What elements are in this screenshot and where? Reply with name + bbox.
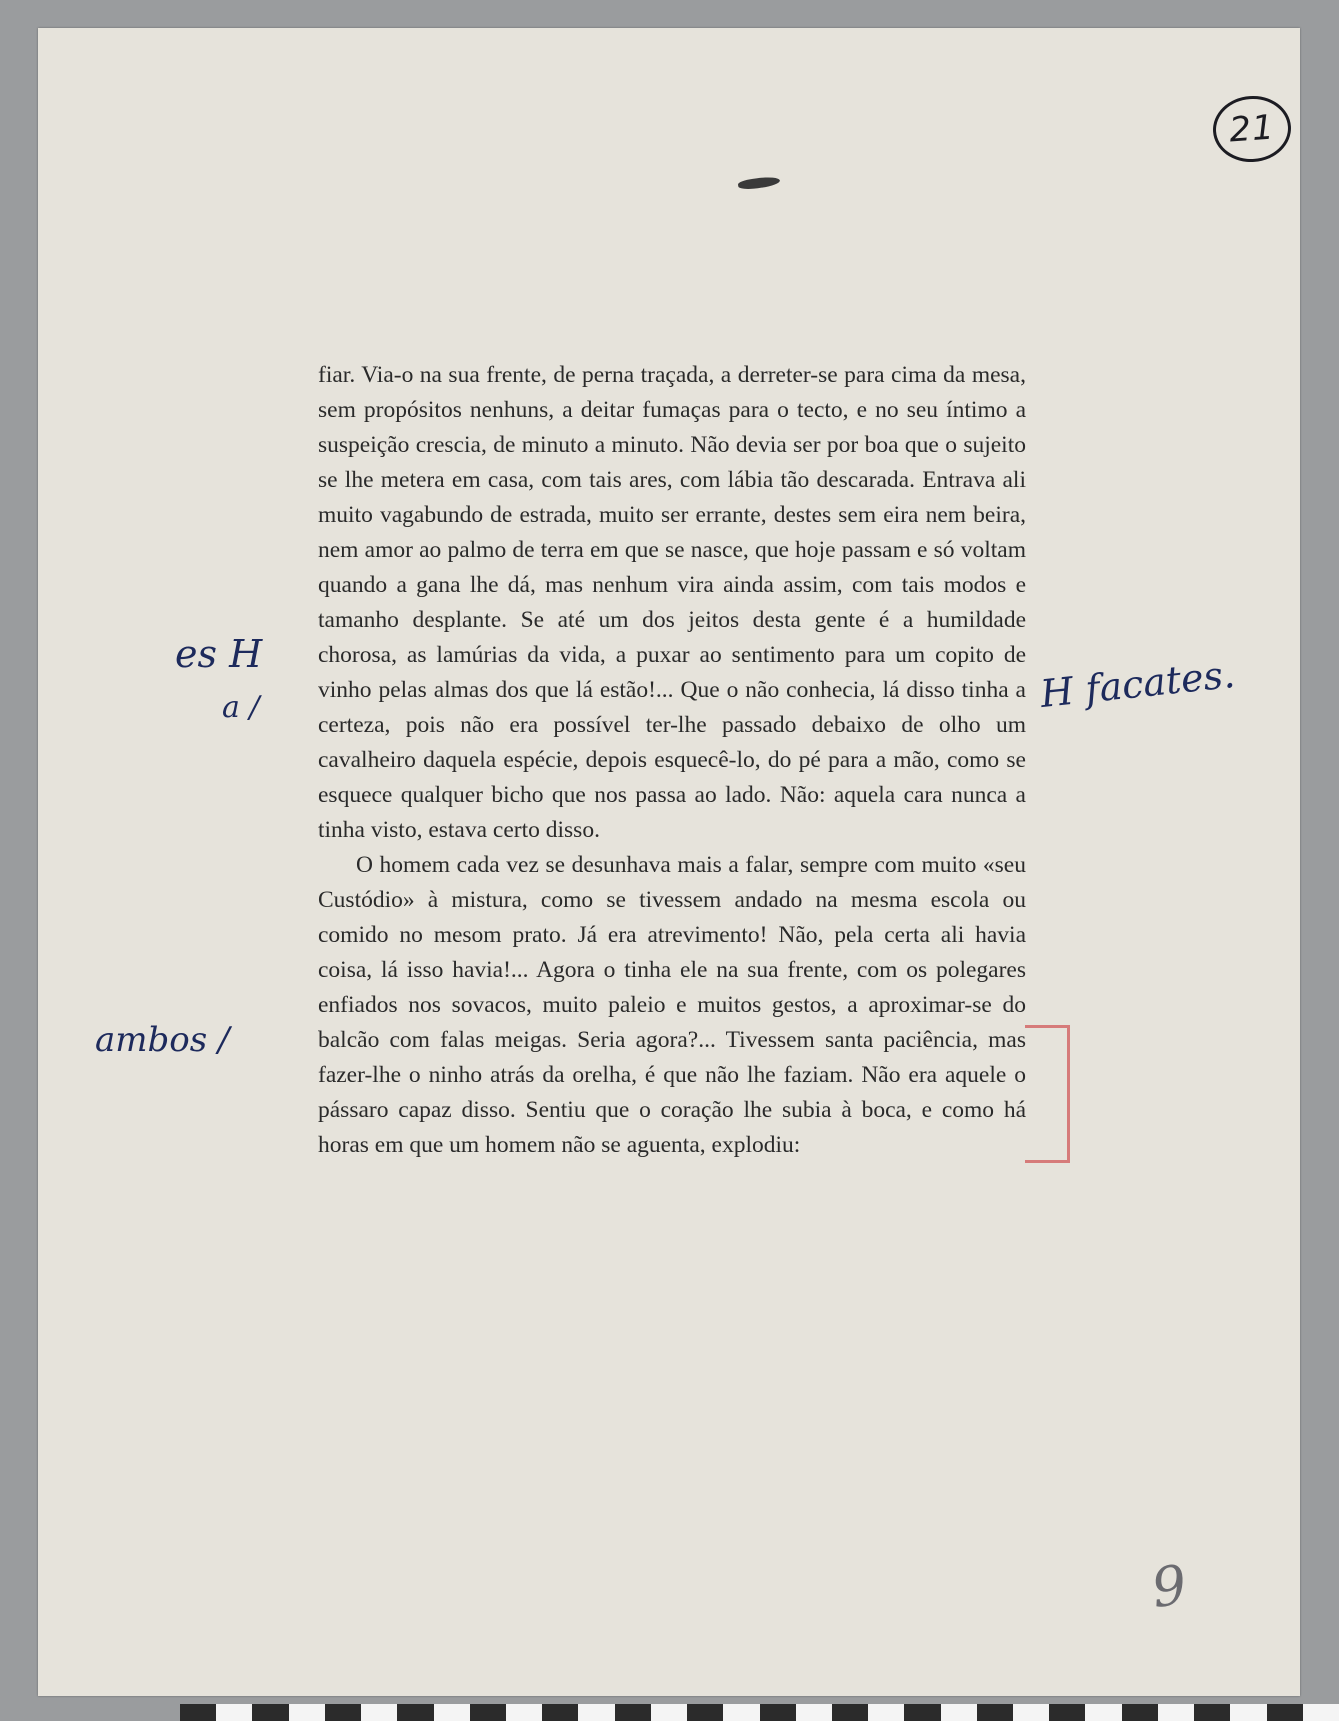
paragraph: fiar. Via-o na sua frente, de perna traçada, a derreter-se para cima da mesa, sem propósitos nenhuns, a deitar fumaças para o tecto, e no seu íntimo a suspeição crescia, de minuto a minuto. Não devia ser por boa que o sujeito se lhe metera em casa, com tais ares, com lábia tão descarada. Entrava ali muito vagabundo de estrada, muito ser errante, destes sem eira nem beira, nem amor ao palmo de terra em que se nasce, que hoje passam e só voltam quando a gana lhe dá, mas nenhum vira ainda assim, com tais modos e tamanho desplante. Se até um dos jeitos desta gente é a humildade chorosa, as lamúrias da vida, a puxar ao sentimento para um copito de vinho pelas almas dos que lá estão!... Que o não conhecia, lá disso tinha a certeza, pois não era possível ter-lhe passado debaixo de olho um cavalheiro daquela espécie, depois esquecê-lo, do pé para a mão, como se esquece qualquer bicho que nos passa ao lado. Não: aquela cara nunca a tinha visto, estava certo disso.	[318, 362, 1026, 843]
margin-note-a: a /	[222, 690, 260, 725]
color-scale-strip	[180, 1704, 1339, 1721]
margin-note-es: es H	[175, 632, 263, 676]
ink-blot	[738, 175, 781, 191]
pencil-page-number: 9	[1147, 1552, 1191, 1621]
margin-note-facates: H facates.	[1038, 651, 1237, 717]
typed-text-body	[318, 358, 1026, 1163]
margin-note-ambos: ambos /	[95, 1020, 230, 1060]
page-number-circled: 21	[1211, 93, 1293, 164]
red-correction-bracket	[1025, 1025, 1070, 1163]
paragraph: O homem cada vez se desunhava mais a falar, sempre com muito «seu Custódio» à mistura, como se tivessem andado na mesma escola ou comido no mesom prato. Já era atrevimento! Não, pela certa ali havia coisa, lá isso havia!... Agora o tinha ele na sua frente, com os polegares enfiados nos sovacos, muito paleio e muitos gestos, a aproximar-se do balcão com falas meigas. Seria agora?... Tivessem santa paciência, mas fazer-lhe o ninho atrás da orelha, é que não lhe faziam. Não era aquele o pássaro capaz disso. Sentiu que o coração lhe subia à boca, e como há horas em que um homem não se aguenta, explodiu:	[318, 852, 1026, 1158]
